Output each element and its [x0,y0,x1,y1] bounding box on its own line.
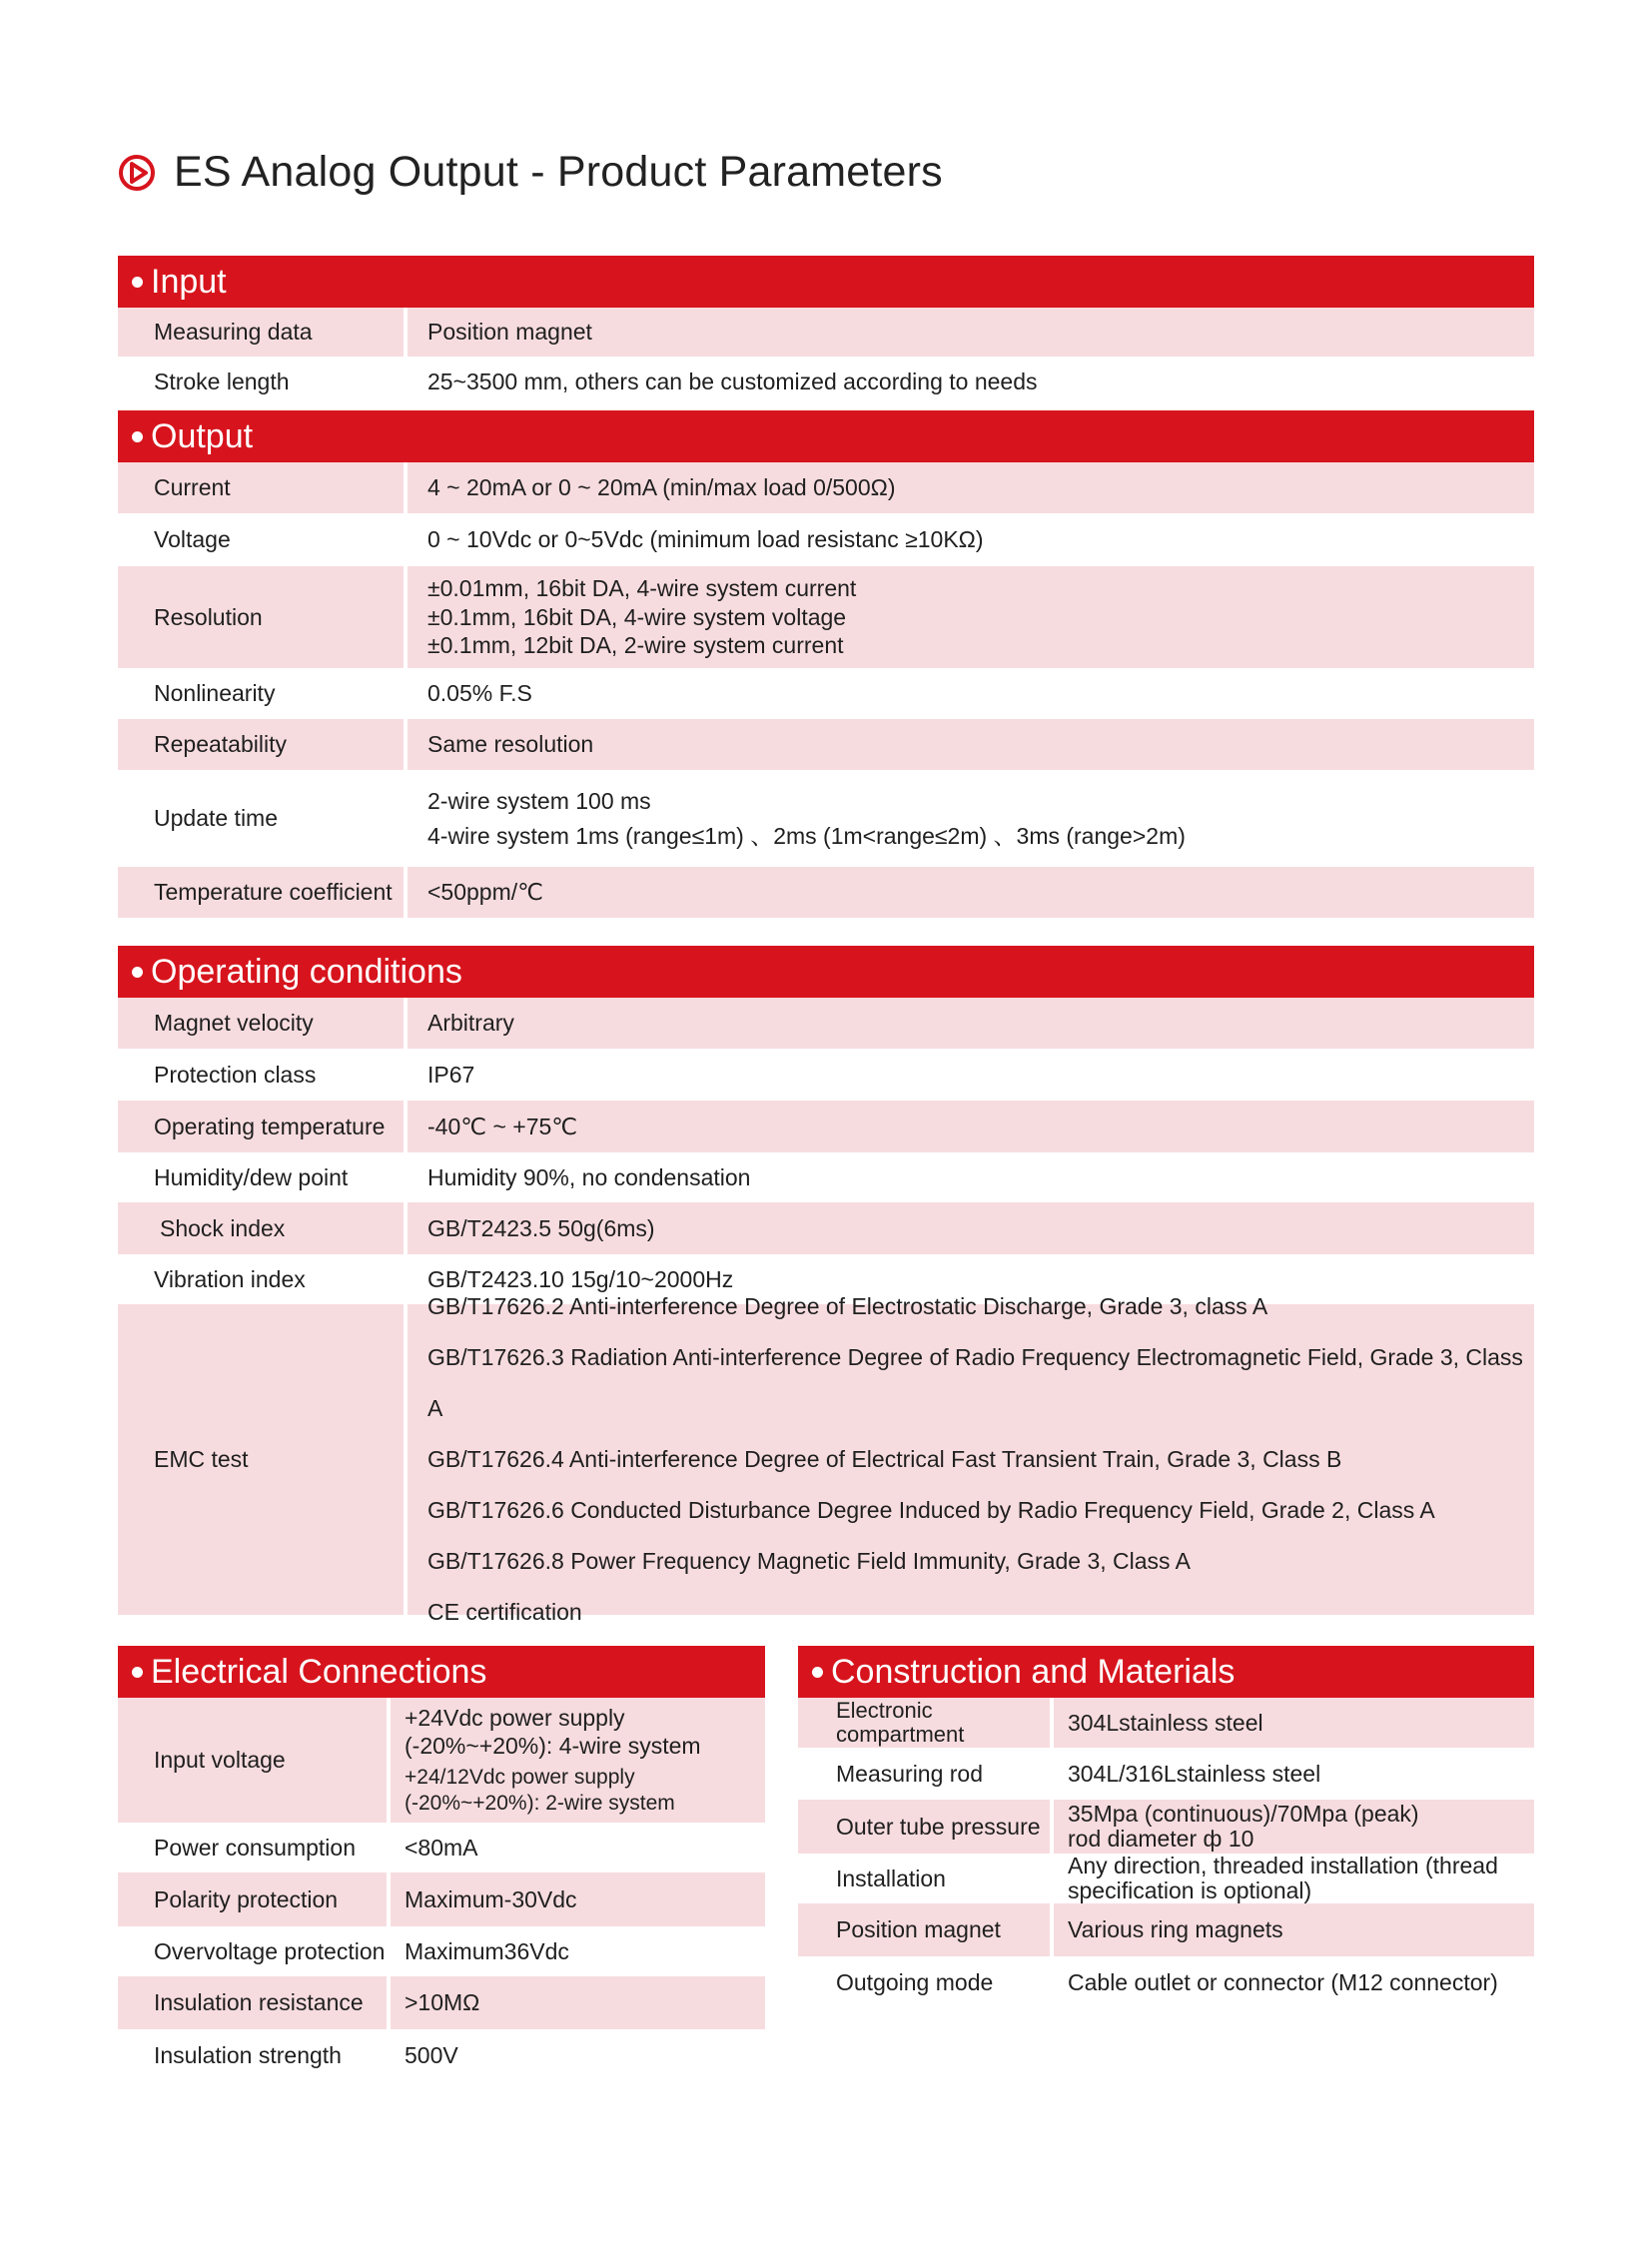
row-label: Nonlinearity [154,680,276,706]
row-label: Input voltage [118,1698,391,1823]
output-header: Output [118,410,1534,462]
row-value: Any direction, threaded installation (thread specification is optional) [1068,1853,1498,1903]
row-label: Position magnet [798,1903,1054,1956]
table-row [798,1698,1534,1748]
bullet-icon [132,431,143,442]
row-value: 4 ~ 20mA or 0 ~ 20mA (min/max load 0/500Ω) [427,474,896,501]
row-value: Maximum36Vdc [405,1937,569,1964]
row-value: GB/T2423.5 50g(6ms) [427,1214,655,1241]
row-label: Update time [154,805,279,831]
bullet-icon [812,1667,823,1678]
table-row [118,1872,765,1926]
table-row [118,770,1534,867]
table-row [798,1800,1534,1854]
row-label: Measuring rod [836,1760,984,1787]
row-value: Maximum-30Vdc [405,1885,577,1912]
row-value: ±0.01mm, 16bit DA, 4-wire system current ±0.1mm, 16bit DA, 4-wire system voltage ±0.1mm, 12bit DA, 2-wire system current [427,574,857,659]
row-value: GB/T2423.10 15g/10~2000Hz [427,1265,734,1292]
bullet-icon [132,967,143,978]
row-value: -40℃ ~ +75℃ [427,1113,578,1139]
row-value: Same resolution [427,731,594,758]
row-value: Various ring magnets [1068,1916,1283,1943]
electrical-section [118,1646,765,2081]
bullet-icon [132,1667,143,1678]
row-label: Resolution [118,566,408,668]
page-title: ES Analog Output - Product Parameters [174,148,943,196]
row-label: Operating temperature [118,1101,408,1152]
row-label: Insulation resistance [118,1976,391,2029]
row-label: Outer tube pressure [798,1800,1054,1854]
row-label: Measuring data [118,308,408,357]
row-value: Cable outlet or connector (M12 connector) [1068,1969,1498,1996]
table-row [118,1101,1534,1152]
table-row [798,1748,1534,1800]
operating-section [118,946,1534,1625]
row-value: Position magnet [427,319,592,346]
table-row [118,357,1534,407]
row-value: >10MΩ [405,1989,480,2016]
input-header: Input [118,256,1534,308]
row-value: IP67 [427,1061,475,1088]
row-value: 500V [405,2041,458,2068]
table-row [118,668,1534,719]
row-value: GB/T17626.2 Anti-interference Degree of Electrostatic Discharge, Grade 3, class A GB/T17626.3 Radiation Anti-interference Degree of Radio Frequency Electromagnetic Field, Grade 3, Class A GB/T17626.4 Anti-interference Degree of Electrical Fast Transient Train, Grade 3, Class B GB/T17626.6 Conducted Disturbance Degree Induced by Radio Frequency Field, Grade 2, Class A GB/T17626.8 Power Frequency Magnetic Field Immunity, Grade 3, Class A CE certification [427,1293,1523,1625]
table-row [118,1926,765,1976]
row-value: 0.05% F.S [427,680,532,707]
row-value: 304L/316Lstainless steel [1068,1760,1321,1787]
output-section [118,410,1534,918]
table-row [118,308,1534,357]
row-label: Magnet velocity [118,998,408,1049]
row-label: Protection class [154,1061,317,1088]
table-row [118,1152,1534,1202]
row-value: Arbitrary [427,1010,514,1037]
row-label: Electronic compartment [798,1698,1054,1748]
row-label: Vibration index [154,1265,306,1292]
table-row [118,1823,765,1872]
table-row [118,1202,1534,1254]
bullet-icon [132,277,143,288]
table-row [798,1956,1534,2009]
input-section [118,256,1534,407]
row-label: EMC test [118,1304,408,1615]
row-label: Polarity protection [118,1872,391,1926]
row-label: Repeatability [118,719,408,770]
row-value: +24Vdc power supply (-20%~+20%): 4-wire system +24/12Vdc power supply (-20%~+20%): 2-wire system [405,1704,701,1816]
row-value: <50ppm/℃ [427,879,543,906]
row-label: Current [118,462,408,513]
row-label: Humidity/dew point [154,1163,349,1190]
row-value: <80mA [405,1834,478,1861]
row-label: Shock index [118,1202,408,1254]
operating-header: Operating conditions [118,946,1534,998]
row-label: Temperature coefficient [118,867,408,918]
row-value: 2-wire system 100 ms 4-wire system 1ms (range≤1m) 、2ms (1m<range≤2m) 、3ms (range>2m) [427,788,1186,849]
construction-section [798,1646,1534,2009]
table-row [118,719,1534,770]
table-row [118,2029,765,2081]
row-label: Overvoltage protection [154,1937,386,1964]
table-row-emc [118,1293,1534,1625]
table-row [118,1976,765,2029]
table-row [118,867,1534,918]
row-value: Humidity 90%, no condensation [427,1163,751,1190]
table-row [118,998,1534,1049]
table-row [118,1049,1534,1101]
row-value: 0 ~ 10Vdc or 0~5Vdc (minimum load resistanc ≥10KΩ) [427,526,984,553]
row-label: Insulation strength [154,2041,342,2068]
table-row [118,462,1534,513]
play-circle-icon [118,154,156,192]
table-row [798,1854,1534,1903]
electrical-header: Electrical Connections [118,1646,765,1698]
page-title-block [118,148,943,197]
table-row [798,1903,1534,1956]
row-label: Power consumption [154,1834,356,1861]
row-label: Outgoing mode [836,1969,994,1995]
table-row [118,1698,765,1823]
table-row [118,566,1534,668]
row-label: Stroke length [154,369,290,394]
row-label: Voltage [154,526,231,552]
construction-header: Construction and Materials [798,1646,1534,1698]
row-value: 35Mpa (continuous)/70Mpa (peak) rod diameter ф 10 [1068,1801,1419,1852]
row-label: Installation [836,1865,946,1891]
table-row [118,513,1534,566]
row-value: 25~3500 mm, others can be customized according to needs [427,369,1038,395]
row-value: 304Lstainless steel [1068,1709,1263,1736]
